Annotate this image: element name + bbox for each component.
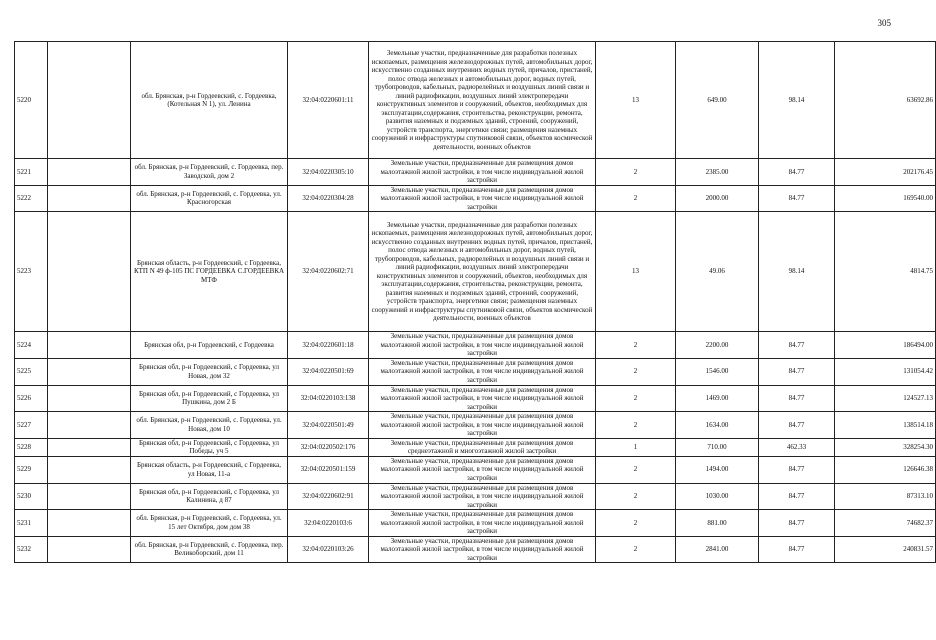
table-body	[15, 42, 936, 563]
address-cell: Брянская обл, р-н Гордеевский, с Гордеевка, ул Новая, дом 32	[131, 358, 288, 385]
land-use-cell: Земельные участки, предназначенные для размещения домов малоэтажной жилой застройки, в том числе индивидуальной жилой застройки	[369, 483, 596, 510]
cadastral-value-cell: 202176.45	[835, 159, 936, 186]
rate-cell: 98.14	[759, 212, 835, 332]
land-use-cell: Земельные участки, предназначенные для размещения домов малоэтажной жилой застройки, в том числе индивидуальной жилой застройки	[369, 358, 596, 385]
address-cell: обл. Брянская, р-н Гордеевский, с. Гордеевка, пер. Заводской, дом 2	[131, 159, 288, 186]
table-row	[15, 42, 936, 159]
cadastral-value-cell: 63692.86	[835, 42, 936, 159]
area-cell: 2200.00	[676, 332, 759, 359]
land-use-code-cell: 2	[596, 510, 676, 537]
rate-cell: 84.77	[759, 385, 835, 412]
blank-cell	[48, 536, 131, 563]
area-cell: 2385.00	[676, 159, 759, 186]
row-index: 5229	[15, 456, 48, 483]
land-use-cell: Земельные участки, предназначенные для размещения домов среднеэтажной и многоэтажной жилой застройки	[369, 438, 596, 456]
rate-cell: 84.77	[759, 159, 835, 186]
address-cell: Брянская область, р-н Гордеевский, с Гордеевка, ул Новая, 11-а	[131, 456, 288, 483]
rate-cell: 462.33	[759, 438, 835, 456]
blank-cell	[48, 456, 131, 483]
table-row	[15, 185, 936, 212]
row-index: 5225	[15, 358, 48, 385]
land-use-cell: Земельные участки, предназначенные для размещения домов малоэтажной жилой застройки, в том числе индивидуальной жилой застройки	[369, 159, 596, 186]
land-use-code-cell: 2	[596, 159, 676, 186]
land-use-code-cell: 2	[596, 412, 676, 439]
land-use-cell: Земельные участки, предназначенные для размещения домов малоэтажной жилой застройки, в том числе индивидуальной жилой застройки	[369, 510, 596, 537]
table-row	[15, 358, 936, 385]
area-cell: 1030.00	[676, 483, 759, 510]
land-use-cell: Земельные участки, предназначенные для разработки полезных ископаемых, размещения железнодорожных путей, автомобильных дорог, искусственно созданных внутренних водных путей, причалов, пристаней, полос отвода железных и автомобильных дорог, водных путей, трубопроводов, кабельных, радиорелейных и воздушных линий связи и линий радиофикации, воздушных линий электропередачи конструктивных элементов и сооружений, объектов, необходимых для эксплуатации,содержания, строительства, реконструкции, ремонта, развития наземных и подземных зданий, строений, сооружений, устройств транспорта, энергетики связи; размещения наземных сооружений и инфраструктуры спутниковой связи, объектов космической деятельности, военных объектов	[369, 212, 596, 332]
land-use-cell: Земельные участки, предназначенные для размещения домов малоэтажной жилой застройки, в том числе индивидуальной жилой застройки	[369, 536, 596, 563]
table-row	[15, 212, 936, 332]
cadastral-number-cell: 32:04:0220601:18	[288, 332, 369, 359]
land-use-code-cell: 2	[596, 358, 676, 385]
blank-cell	[48, 212, 131, 332]
blank-cell	[48, 438, 131, 456]
rate-cell: 84.77	[759, 185, 835, 212]
blank-cell	[48, 159, 131, 186]
table-row	[15, 412, 936, 439]
row-index: 5223	[15, 212, 48, 332]
table-row	[15, 332, 936, 359]
cadastral-value-cell: 138514.18	[835, 412, 936, 439]
cadastral-value-cell: 126646.38	[835, 456, 936, 483]
land-use-code-cell: 2	[596, 456, 676, 483]
address-cell: Брянская обл, р-н Гордеевский, с Гордеевка, ул Пушкина, дом 2 Б	[131, 385, 288, 412]
rate-cell: 84.77	[759, 332, 835, 359]
row-index: 5232	[15, 536, 48, 563]
row-index: 5231	[15, 510, 48, 537]
row-index: 5220	[15, 42, 48, 159]
rate-cell: 84.77	[759, 536, 835, 563]
cadastral-value-cell: 87313.10	[835, 483, 936, 510]
rate-cell: 84.77	[759, 483, 835, 510]
area-cell: 649.00	[676, 42, 759, 159]
cadastral-number-cell: 32:04:0220501:69	[288, 358, 369, 385]
rate-cell: 84.77	[759, 510, 835, 537]
row-index: 5221	[15, 159, 48, 186]
cadastral-value-cell: 186494.00	[835, 332, 936, 359]
rate-cell: 84.77	[759, 456, 835, 483]
cadastral-number-cell: 32:04:0220103:138	[288, 385, 369, 412]
area-cell: 881.00	[676, 510, 759, 537]
land-use-code-cell: 13	[596, 42, 676, 159]
blank-cell	[48, 483, 131, 510]
row-index: 5226	[15, 385, 48, 412]
row-index: 5230	[15, 483, 48, 510]
cadastral-number-cell: 32:04:0220305:10	[288, 159, 369, 186]
table-row	[15, 456, 936, 483]
address-cell: обл. Брянская, р-н Гордеевский, с. Гордеевка, (Котельная N 1), ул. Ленина	[131, 42, 288, 159]
row-index: 5227	[15, 412, 48, 439]
land-use-cell: Земельные участки, предназначенные для размещения домов малоэтажной жилой застройки, в том числе индивидуальной жилой застройки	[369, 332, 596, 359]
rate-cell: 84.77	[759, 358, 835, 385]
blank-cell	[48, 385, 131, 412]
address-cell: обл. Брянская, р-н Гордеевский, с. Гордеевка, пер. Великоборский, дом 11	[131, 536, 288, 563]
address-cell: Брянская обл, р-н Гордеевский, с Гордеевка, ул Победы, уч 5	[131, 438, 288, 456]
address-cell: обл. Брянская, р-н Гордеевский, с. Гордеевка, ул. 15 лет Октября, дом дом 38	[131, 510, 288, 537]
address-cell: Брянская обл, р-н Гордеевский, с Гордеевка, ул Калинина, д 87	[131, 483, 288, 510]
row-index: 5224	[15, 332, 48, 359]
table-row	[15, 159, 936, 186]
land-use-code-cell: 2	[596, 385, 676, 412]
cadastral-value-cell: 240831.57	[835, 536, 936, 563]
blank-cell	[48, 412, 131, 439]
cadastral-value-cell: 328254.30	[835, 438, 936, 456]
land-use-code-cell: 2	[596, 185, 676, 212]
row-index: 5228	[15, 438, 48, 456]
rate-cell: 98.14	[759, 42, 835, 159]
land-use-code-cell: 2	[596, 536, 676, 563]
cadastral-number-cell: 32:04:0220304:28	[288, 185, 369, 212]
land-use-cell: Земельные участки, предназначенные для разработки полезных ископаемых, размещения железнодорожных путей, автомобильных дорог, искусственно созданных внутренних водных путей, причалов, пристаней, полос отвода железных и автомобильных дорог, водных путей, трубопроводов, кабельных, радиорелейных и воздушных линий связи и линий радиофикации, воздушных линий электропередачи конструктивных элементов и сооружений, объектов, необходимых для эксплуатации,содержания, строительства, реконструкции, ремонта, развития наземных и подземных зданий, строений, сооружений, устройств транспорта, энергетики связи; размещения наземных сооружений и инфраструктуры спутниковой связи, объектов космической деятельности, военных объектов	[369, 42, 596, 159]
blank-cell	[48, 42, 131, 159]
blank-cell	[48, 358, 131, 385]
cadastral-number-cell: 32:04:0220502:176	[288, 438, 369, 456]
area-cell: 1494.00	[676, 456, 759, 483]
table-row	[15, 483, 936, 510]
cadastral-number-cell: 32:04:0220601:11	[288, 42, 369, 159]
rate-cell: 84.77	[759, 412, 835, 439]
table-row	[15, 510, 936, 537]
cadastral-value-cell: 124527.13	[835, 385, 936, 412]
area-cell: 2841.00	[676, 536, 759, 563]
cadastral-number-cell: 32:04:0220501:159	[288, 456, 369, 483]
land-use-cell: Земельные участки, предназначенные для размещения домов малоэтажной жилой застройки, в том числе индивидуальной жилой застройки	[369, 412, 596, 439]
address-cell: Брянская обл, р-н Гордеевский, с Гордеевка	[131, 332, 288, 359]
address-cell: Брянская область, р-н Гордеевский, с Гордеевка, КТП N 49 ф-105 ПС ГОРДЕЕВКА С.ГОРДЕЕВКА МТФ	[131, 212, 288, 332]
blank-cell	[48, 332, 131, 359]
land-use-code-cell: 2	[596, 483, 676, 510]
area-cell: 1634.00	[676, 412, 759, 439]
cadastral-value-cell: 4814.75	[835, 212, 936, 332]
land-use-cell: Земельные участки, предназначенные для размещения домов малоэтажной жилой застройки, в том числе индивидуальной жилой застройки	[369, 456, 596, 483]
address-cell: обл. Брянская, р-н Гордеевский, с. Гордеевка, ул. Красногорская	[131, 185, 288, 212]
cadastral-number-cell: 32:04:0220103:6	[288, 510, 369, 537]
land-use-code-cell: 13	[596, 212, 676, 332]
table-row	[15, 536, 936, 563]
area-cell: 1469.00	[676, 385, 759, 412]
blank-cell	[48, 185, 131, 212]
cadastral-number-cell: 32:04:0220602:71	[288, 212, 369, 332]
cadastral-value-cell: 74682.37	[835, 510, 936, 537]
land-registry-table	[14, 41, 936, 563]
cadastral-value-cell: 131054.42	[835, 358, 936, 385]
cadastral-number-cell: 32:04:0220501:49	[288, 412, 369, 439]
blank-cell	[48, 510, 131, 537]
cadastral-value-cell: 169540.00	[835, 185, 936, 212]
land-use-code-cell: 2	[596, 332, 676, 359]
area-cell: 2000.00	[676, 185, 759, 212]
address-cell: обл. Брянская, р-н Гордеевский, с. Гордеевка, ул. Новая, дом 10	[131, 412, 288, 439]
land-use-cell: Земельные участки, предназначенные для размещения домов малоэтажной жилой застройки, в том числе индивидуальной жилой застройки	[369, 185, 596, 212]
row-index: 5222	[15, 185, 48, 212]
page-number: 305	[877, 18, 891, 28]
area-cell: 710.00	[676, 438, 759, 456]
land-use-cell: Земельные участки, предназначенные для размещения домов малоэтажной жилой застройки, в том числе индивидуальной жилой застройки	[369, 385, 596, 412]
area-cell: 49.06	[676, 212, 759, 332]
table-row	[15, 385, 936, 412]
cadastral-number-cell: 32:04:0220602:91	[288, 483, 369, 510]
cadastral-number-cell: 32:04:0220103:26	[288, 536, 369, 563]
area-cell: 1546.00	[676, 358, 759, 385]
land-use-code-cell: 1	[596, 438, 676, 456]
table-row	[15, 438, 936, 456]
